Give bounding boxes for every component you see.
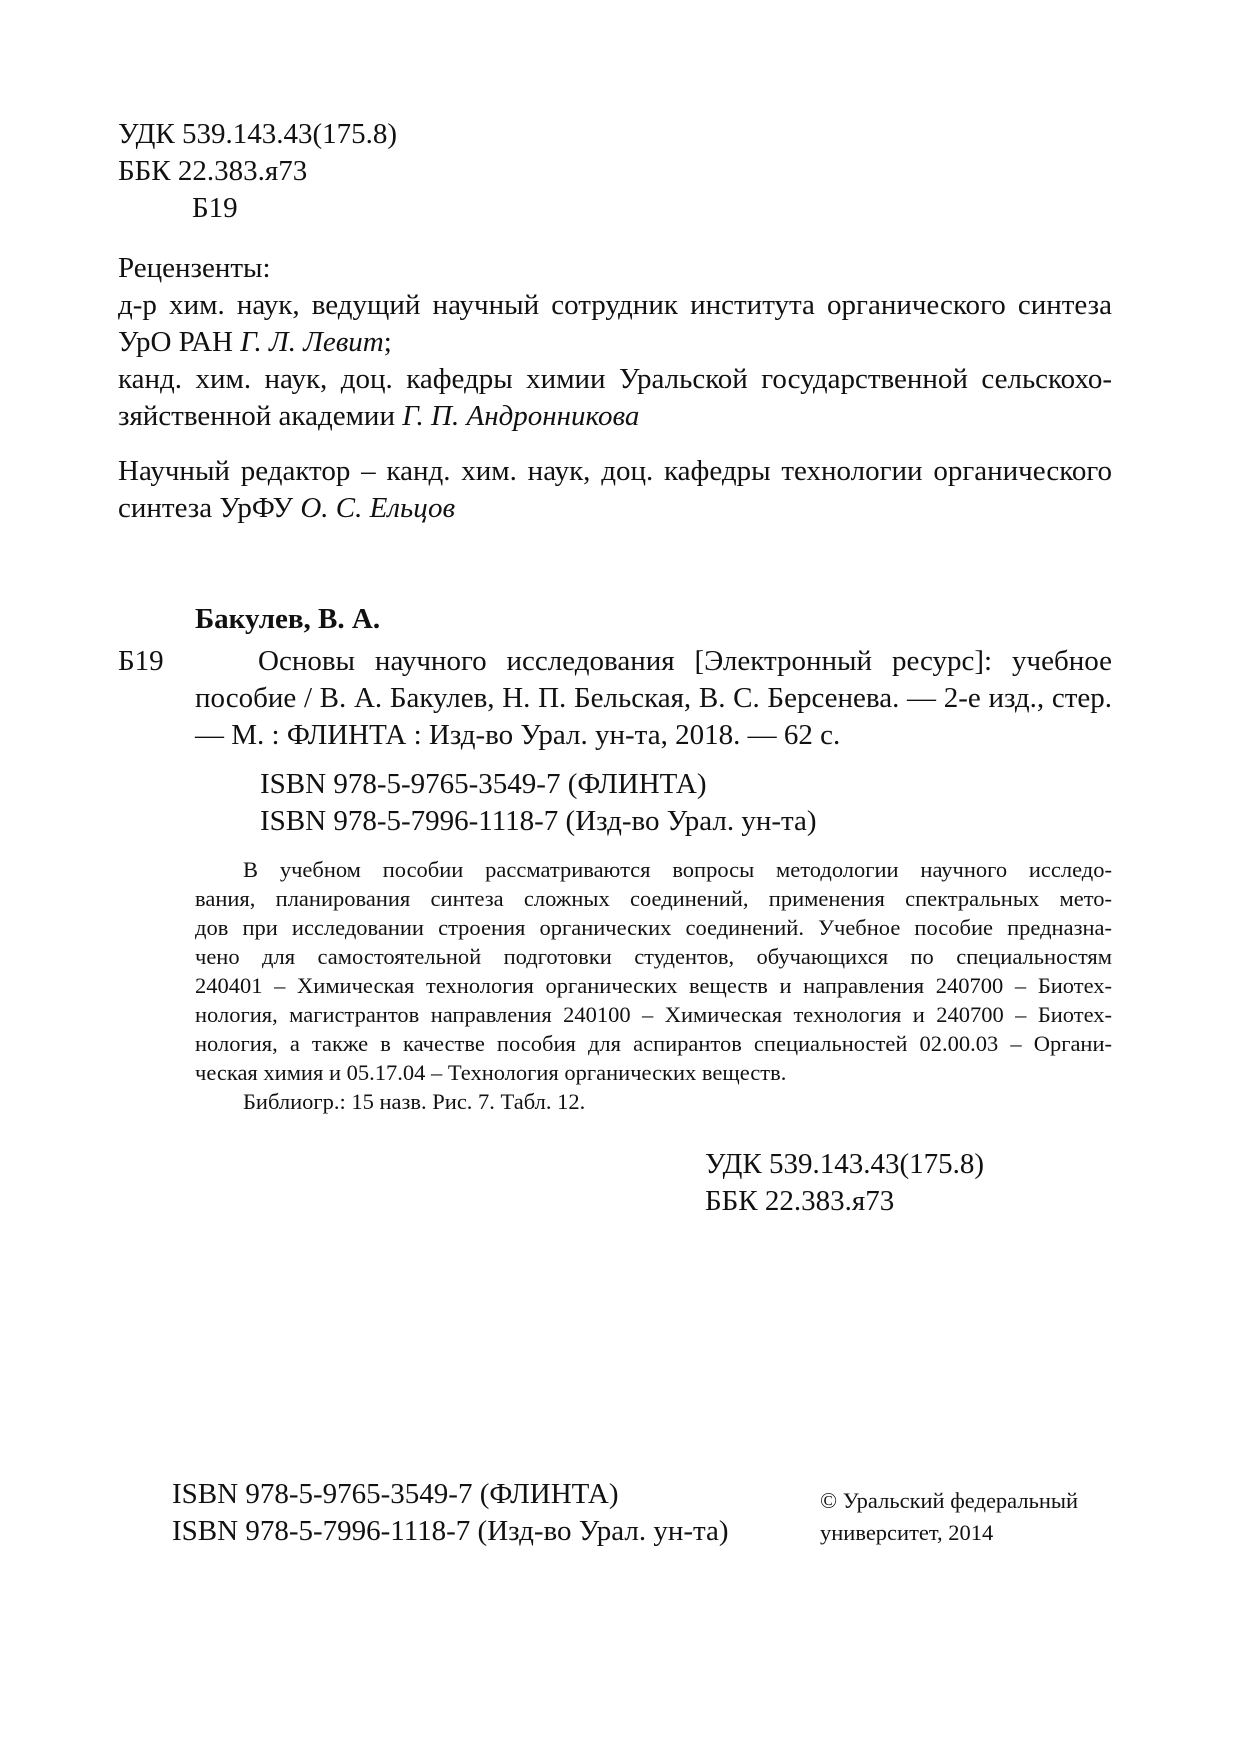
title-line: Основы научного исследования [Электронный ресурс]: учебное (258, 645, 1112, 677)
abstract-line: нология, магистрантов направления 240100 – Химическая технология и 240700 – Биотех- (195, 1002, 1112, 1027)
bibliographic-mark: Б19 (118, 645, 164, 677)
isbn-block (260, 766, 817, 840)
footer-isbn-flinta: ISBN 978-5-9765-3549-7 (ФЛИНТА) (172, 1478, 619, 1510)
reviewer-1-affiliation: УрО РАН (118, 326, 241, 358)
footer-isbn (172, 1476, 729, 1550)
udk-code: УДК 539.143.43(175.8) (118, 118, 398, 150)
bibliography-count: Библиогр.: 15 назв. Рис. 7. Табл. 12. (243, 1089, 586, 1114)
bbk-code: ББК 22.383.я73 (118, 155, 308, 187)
reviewer-1-name: Г. Л. Левит (240, 326, 384, 358)
authors-line: пособие / В. А. Бакулев, Н. П. Бельская, В. С. Берсенева. — 2-е изд., стер. (195, 682, 1112, 714)
bottom-bbk-code: ББК 22.383.я73 (705, 1185, 895, 1217)
reviewer-1-suffix: ; (383, 326, 392, 358)
top-codes (118, 116, 397, 227)
reviewer-1-line-2 (118, 324, 1112, 361)
copyright-line-2: университет, 2014 (820, 1520, 994, 1545)
reviewer-2-affiliation: зяйственной академии (118, 400, 403, 432)
editor-affiliation: синтеза УрФУ (118, 492, 301, 524)
abstract-last-line: ческая химия и 05.17.04 – Технология органических веществ. (195, 1060, 787, 1085)
reviewers-block (118, 250, 1112, 435)
abstract-line: чено для самостоятельной подготовки студентов, обучающихся по специальностям (195, 944, 1112, 969)
author-mark: Б19 (192, 192, 238, 224)
editor-line-2 (118, 490, 1112, 527)
abstract-line: вания, планирования синтеза сложных соединений, применения спектральных мето- (195, 886, 1112, 911)
copyright-line-1: © Уральский федеральный (820, 1488, 1079, 1513)
reviewer-2-line-2 (118, 398, 1112, 435)
editor-name: О. С. Ельцов (300, 492, 456, 524)
isbn-ural: ISBN 978-5-7996-1118-7 (Изд-во Урал. ун-та) (260, 805, 817, 837)
editor-line-1: Научный редактор – канд. хим. наук, доц. кафедры технологии органического (118, 455, 1112, 487)
publisher-line: — М. : ФЛИНТА : Изд-во Урал. ун-та, 2018. — 62 с. (195, 719, 841, 751)
abstract-line: 240401 – Химическая технология органических веществ и направления 240700 – Биотех- (195, 973, 1112, 998)
footer-isbn-ural: ISBN 978-5-7996-1118-7 (Изд-во Урал. ун-та) (172, 1515, 729, 1547)
bottom-codes (705, 1146, 984, 1220)
editor-block (118, 453, 1112, 527)
copyright (820, 1485, 1078, 1549)
reviewer-1-line-1: д-р хим. наук, ведущий научный сотрудник института органического синтеза (118, 289, 1112, 321)
reviewers-heading: Рецензенты: (118, 252, 271, 284)
abstract-line: дов при исследовании строения органических соединений. Учебное пособие предназна- (195, 915, 1112, 940)
abstract (195, 855, 1112, 1116)
bibliographic-description (195, 643, 1112, 754)
author-heading: Бакулев, В. А. (195, 603, 381, 635)
reviewer-2-name: Г. П. Андронникова (402, 400, 640, 432)
abstract-line: В учебном пособии рассматриваются вопросы методологии научного исследо- (243, 857, 1112, 882)
isbn-flinta: ISBN 978-5-9765-3549-7 (ФЛИНТА) (260, 768, 707, 800)
bottom-udk-code: УДК 539.143.43(175.8) (705, 1148, 985, 1180)
reviewer-2-line-1: канд. хим. наук, доц. кафедры химии Уральской государственной сельскохо- (118, 363, 1112, 395)
abstract-line: нология, а также в качестве пособия для аспирантов специальностей 02.00.03 – Органи- (195, 1031, 1112, 1056)
